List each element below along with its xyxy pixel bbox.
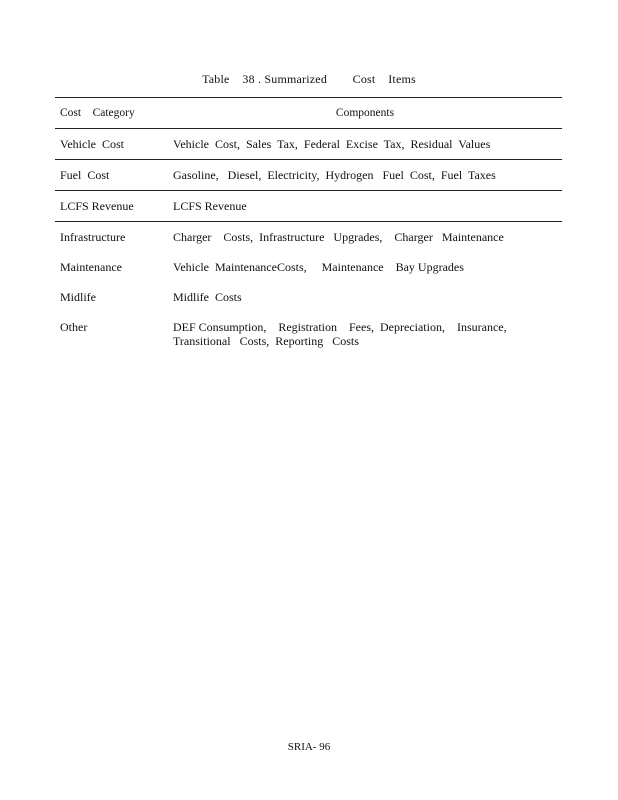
row-components-lcfs-revenue: LCFS Revenue <box>168 191 562 222</box>
row-components-other: DEF Consumption, Registration Fees, Depreciation, Insurance, Transitional Costs, Reporting Costs <box>173 320 513 348</box>
table-title: Table 38 . Summarized Cost Items <box>202 72 416 86</box>
table-row <box>55 282 562 312</box>
table-row <box>55 252 562 282</box>
table-row <box>55 191 562 222</box>
row-category-fuel-cost: Fuel Cost <box>55 160 168 191</box>
row-category-other: Other <box>60 320 88 334</box>
row-components-midlife: Midlife Costs <box>173 290 242 304</box>
row-components-infrastructure: Charger Costs, Infrastructure Upgrades, Charger Maintenance <box>173 230 504 244</box>
table-row <box>55 222 562 253</box>
cost-items-table <box>55 97 562 356</box>
row-components-vehicle-cost: Vehicle Cost, Sales Tax, Federal Excise Tax, Residual Values <box>168 129 562 160</box>
table-row <box>55 312 562 356</box>
row-category-infrastructure: Infrastructure <box>60 230 126 244</box>
header-components: Components <box>168 98 562 129</box>
row-category-lcfs-revenue: LCFS Revenue <box>55 191 168 222</box>
row-category-maintenance: Maintenance <box>60 260 122 274</box>
row-components-maintenance: Vehicle MaintenanceCosts, Maintenance Bay Upgrades <box>173 260 464 274</box>
header-cost-category: Cost Category <box>55 98 168 129</box>
row-components-fuel-cost: Gasoline, Diesel, Electricity, Hydrogen Fuel Cost, Fuel Taxes <box>168 160 562 191</box>
table-row <box>55 129 562 160</box>
row-category-vehicle-cost: Vehicle Cost <box>55 129 168 160</box>
row-category-midlife: Midlife <box>60 290 96 304</box>
page-footer: SRIA- 96 <box>287 741 331 753</box>
table-header-row <box>55 98 562 129</box>
table-row <box>55 160 562 191</box>
